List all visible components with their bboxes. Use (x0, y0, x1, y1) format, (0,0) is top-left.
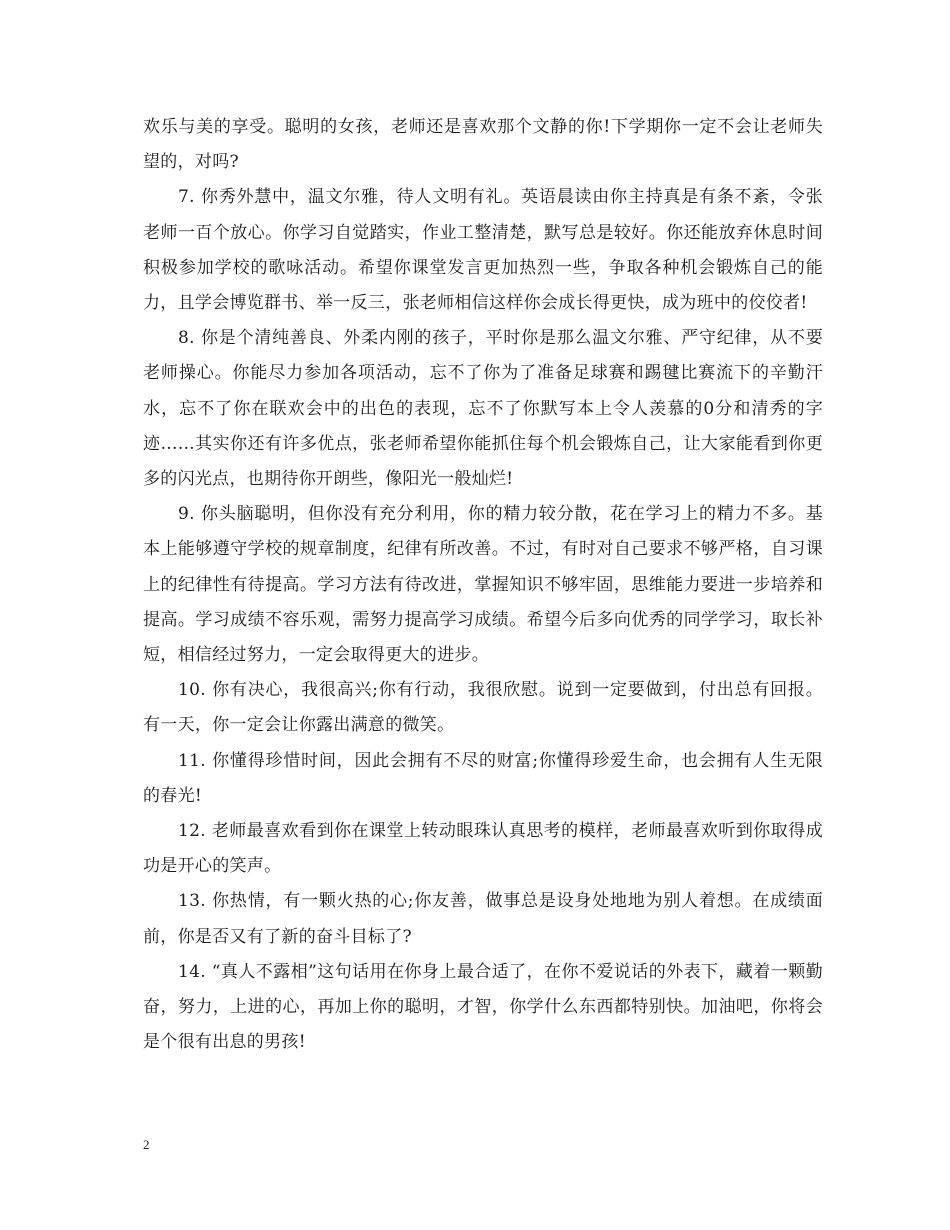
comment-paragraph-10: 10. 你有决心，我很高兴;你有行动，我很欣慰。说到一定要做到，付出总有回报。有一天，你一定会让你露出满意的微笑。 (143, 680, 823, 736)
paragraph-continuation: 欢乐与美的享受。聪明的女孩，老师还是喜欢那个文静的你!下学期你一定不会让老师失望的，对吗? (143, 117, 823, 173)
comment-paragraph-12: 12. 老师最喜欢看到你在课堂上转动眼珠认真思考的模样，老师最喜欢听到你取得成功是开心的笑声。 (143, 821, 823, 877)
comment-paragraph-13: 13. 你热情，有一颗火热的心;你友善，做事总是设身处地地为别人着想。在成绩面前，你是否又有了新的奋斗目标了? (143, 891, 823, 947)
document-body (143, 110, 823, 1060)
comment-paragraph-8: 8. 你是个清纯善良、外柔内刚的孩子，平时你是那么温文尔雅、严守纪律，从不要老师操心。你能尽力参加各项活动，忘不了你为了准备足球赛和踢毽比赛流下的辛勤汗水，忘不了你在联欢会中的出色的表现，忘不了你默写本上令人羡慕的0分和清秀的字迹……其实你还有许多优点，张老师希望你能抓住每个机会锻炼自己，让大家能看到你更多的闪光点，也期待你开朗些，像阳光一般灿烂! (143, 328, 823, 490)
comment-paragraph-9: 9. 你头脑聪明，但你没有充分利用，你的精力较分散，花在学习上的精力不多。基本上能够遵守学校的规章制度，纪律有所改善。不过，有时对自己要求不够严格，自习课上的纪律性有待提高。学习方法有待改进，掌握知识不够牢固，思维能力要进一步培养和提高。学习成绩不容乐观，需努力提高学习成绩。希望今后多向优秀的同学学习，取长补短，相信经过努力，一定会取得更大的进步。 (143, 504, 823, 666)
comment-paragraph-11: 11. 你懂得珍惜时间，因此会拥有不尽的财富;你懂得珍爱生命，也会拥有人生无限的春光! (143, 750, 823, 806)
comment-paragraph-7: 7. 你秀外慧中，温文尔雅，待人文明有礼。英语晨读由你主持真是有条不紊，令张老师一百个放心。你学习自觉踏实，作业工整清楚，默写总是较好。你还能放弃休息时间积极参加学校的歌咏活动。希望你课堂发言更加热烈一些，争取各种机会锻炼自己的能力，且学会博览群书、举一反三，张老师相信这样你会成长得更快，成为班中的佼佼者! (143, 187, 823, 314)
page-number: 2 (143, 1137, 150, 1152)
comment-paragraph-14: 14. “真人不露相”这句话用在你身上最合适了，在你不爱说话的外表下，藏着一颗勤奋，努力，上进的心，再加上你的聪明，才智，你学什么东西都特别快。加油吧，你将会是个很有出息的男孩! (143, 961, 823, 1053)
